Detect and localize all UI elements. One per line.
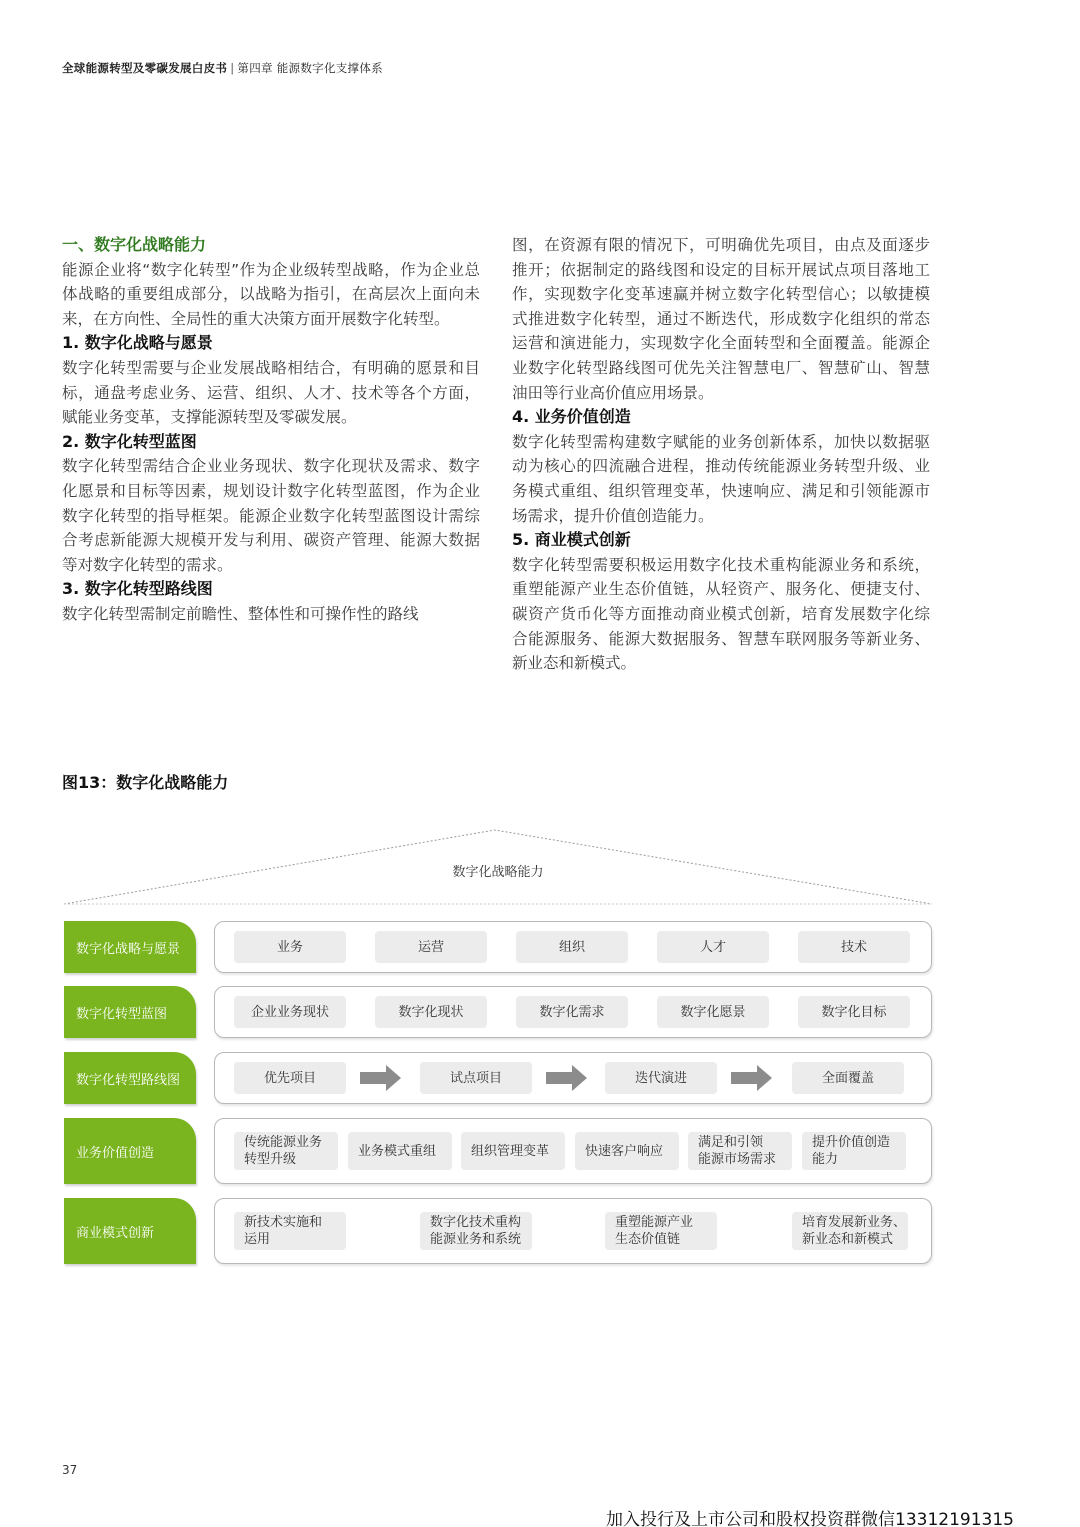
page-number: 37 [62,1463,78,1477]
left-column [62,233,480,627]
diagram-item-box: 快速客户响应 [575,1132,679,1170]
diagram-row [62,986,934,1038]
item3-text: 数字化转型需制定前瞻性、整体性和可操作性的路线 [62,604,419,623]
strategy-capability-diagram [62,826,934,1270]
roadmap-step-box: 优先项目 [234,1062,346,1094]
header-separator: | [230,61,235,75]
diagram-item-box: 运营 [375,931,487,963]
diagram-row [62,921,934,973]
chapter-title: 第四章 能源数字化支撑体系 [237,61,383,75]
item4-text: 数字化转型需构建数字赋能的业务创新体系，加快以数据驱动为核心的四流融合进程，推动传统能源业务转型升级、业务模式重组、组织管理变革，快速响应、满足和引领能源市场需求，提升价值创造能力。 [512,432,930,525]
row-label: 数字化转型路线图 [64,1052,196,1104]
diagram-item-box: 企业业务现状 [234,996,346,1028]
figure-title: 图13：数字化战略能力 [62,773,229,792]
row-label: 业务价值创造 [64,1118,196,1184]
item3-title: 3. 数字化转型路线图 [62,579,213,599]
book-title: 全球能源转型及零碳发展白皮书 [62,61,228,75]
item3-continued: 图，在资源有限的情况下，可明确优先项目，由点及面逐步推开；依据制定的路线图和设定的目标开展试点项目落地工作，实现数字化变革速赢并树立数字化转型信心；以敏捷模式推进数字化转型，通过不断迭代，形成数字化组织的常态运营和演进能力，实现数字化全面转型和全面覆盖。能源企业数字化转型路线图可优先关注智慧电厂、智慧矿山、智慧油田等行业高价值应用场景。 [512,236,930,402]
diagram-item-box: 人才 [657,931,769,963]
diagram-item-box: 数字化技术重构 能源业务和系统 [420,1212,532,1250]
right-column [512,233,930,676]
section-title: 一、数字化战略能力 [62,235,207,254]
diagram-item-box: 提升价值创造 能力 [802,1132,906,1170]
diagram-item-box: 业务 [234,931,346,963]
diagram-row [62,1118,934,1184]
item4-title: 4. 业务价值创造 [512,407,631,427]
section-intro: 能源企业将“数字化转型”作为企业级转型战略，作为企业总体战略的重要组成部分，以战略为指引，在高层次上面向未来，在方向性、全局性的重大决策方面开展数字化转型。 [62,260,480,328]
diagram-item-box: 传统能源业务 转型升级 [234,1132,338,1170]
item1-text: 数字化转型需要与企业发展战略相结合，有明确的愿景和目标，通盘考虑业务、运营、组织、人才、技术等各个方面，赋能业务变革，支撑能源转型及零碳发展。 [62,358,480,427]
footer-note: 加入投行及上市公司和股权投资群微信13312191315 [606,1510,1014,1527]
roadmap-step-box: 迭代演进 [605,1062,717,1094]
diagram-item-box: 组织 [516,931,628,963]
item2-title: 2. 数字化转型蓝图 [62,431,197,451]
diagram-item-box: 培育发展新业务、 新业态和新模式 [792,1212,908,1250]
diagram-item-box: 数字化需求 [516,996,628,1028]
item2-text: 数字化转型需结合企业业务现状、数字化现状及需求、数字化愿景和目标等因素，规划设计数字化转型蓝图，作为企业数字化转型的指导框架。能源企业数字化转型蓝图设计需综合考虑新能源大规模开发与利用、碳资产管理、能源大数据等对数字化转型的需求。 [62,457,480,574]
diagram-item-box: 数字化目标 [798,996,910,1028]
diagram-item-box: 新技术实施和 运用 [234,1212,346,1250]
item5-text: 数字化转型需要积极运用数字化技术重构能源业务和系统，重塑能源产业生态价值链，从轻资产、服务化、便捷支付、碳资产货币化等方面推动商业模式创新，培育发展数字化综合能源服务、能源大数据服务、智慧车联网服务等新业务、新业态和新模式。 [512,555,930,673]
running-header [62,60,383,76]
diagram-item-box: 满足和引领 能源市场需求 [688,1132,792,1170]
diagram-item-box: 重塑能源产业 生态价值链 [605,1212,717,1250]
right-arrow-icon [731,1064,773,1092]
row-label: 商业模式创新 [64,1198,196,1264]
diagram-item-box: 组织管理变革 [461,1132,565,1170]
item5-title: 5. 商业模式创新 [512,530,631,550]
diagram-row [62,1198,934,1264]
diagram-item-box: 技术 [798,931,910,963]
diagram-row [62,1052,934,1104]
diagram-item-box: 业务模式重组 [348,1132,452,1170]
roof-label: 数字化战略能力 [452,865,544,880]
row-label: 数字化转型蓝图 [64,986,196,1038]
right-arrow-icon [360,1064,402,1092]
diagram-item-box: 数字化愿景 [657,996,769,1028]
roadmap-step-box: 试点项目 [420,1062,532,1094]
right-arrow-icon [546,1064,588,1092]
row-label: 数字化战略与愿景 [64,921,196,973]
roadmap-step-box: 全面覆盖 [792,1062,904,1094]
diagram-item-box: 数字化现状 [375,996,487,1028]
item1-title: 1. 数字化战略与愿景 [62,333,213,353]
